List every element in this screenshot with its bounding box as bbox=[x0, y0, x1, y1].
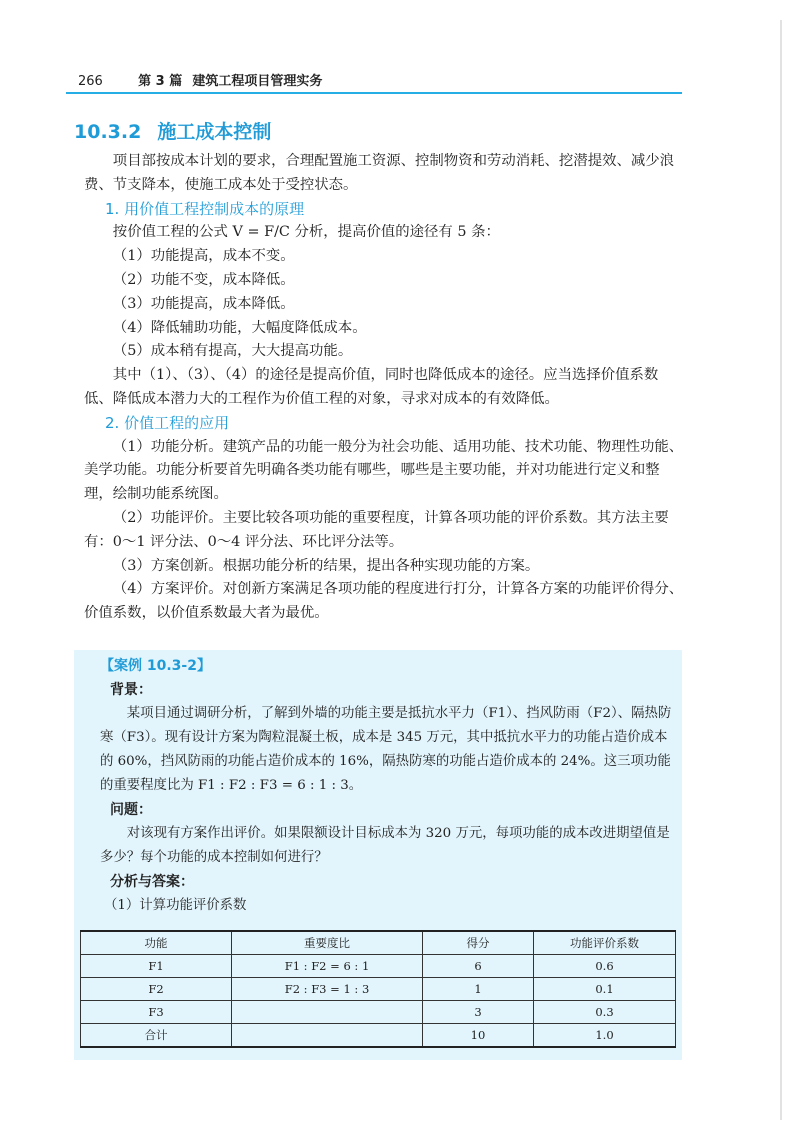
list-item: （1）功能提高，成本不变。 bbox=[112, 248, 295, 265]
table-header-cell: 重要度比 bbox=[232, 931, 423, 955]
table-cell: F1 : F2 = 6 : 1 bbox=[232, 955, 423, 978]
table-cell: 0.1 bbox=[534, 978, 676, 1001]
list-item: （2）功能不变，成本降低。 bbox=[112, 271, 295, 288]
table-cell: 0.3 bbox=[534, 1001, 676, 1024]
part-title: 建筑工程项目管理实务 bbox=[192, 74, 323, 89]
table-cell: 3 bbox=[423, 1001, 534, 1024]
question-text: 对该现有方案作出评价。如果限额设计目标成本为 320 万元，每项功能的成本改进期望值是多少？每个功能的成本控制如何进行？ bbox=[100, 826, 670, 865]
table-cell: 0.6 bbox=[534, 955, 676, 978]
table-header-cell: 功能 bbox=[81, 931, 232, 955]
table-row bbox=[81, 1001, 676, 1024]
answer-heading: 分析与答案： bbox=[110, 874, 194, 890]
summary-paragraph: 其中（1）、（3）、（4）的途径是提高价值，同时也降低成本的途径。应当选择价值系数低、降低成本潜力大的工程作为价值工程的对象，寻求对成本的有效降低。 bbox=[84, 367, 659, 407]
table-cell bbox=[232, 1001, 423, 1024]
section-number: 10.3.2 bbox=[74, 121, 142, 143]
running-header bbox=[78, 70, 682, 89]
case-study-box bbox=[74, 650, 682, 1060]
table-row bbox=[81, 955, 676, 978]
table-header-cell: 功能评价系数 bbox=[534, 931, 676, 955]
table-cell bbox=[232, 1024, 423, 1048]
table-row bbox=[81, 1024, 676, 1048]
table-cell: 6 bbox=[423, 955, 534, 978]
section-heading bbox=[74, 117, 271, 144]
table-cell: F2 : F3 = 1 : 3 bbox=[232, 978, 423, 1001]
application-paragraph: （2）功能评价。主要比较各项功能的重要程度，计算各项功能的评价系数。其方法主要有：0～1 评分法、0～4 评分法、环比评分法等。 bbox=[84, 509, 669, 550]
background-text: 某项目通过调研分析，了解到外墙的功能主要是抵抗水平力（F1）、挡风防雨（F2）、隔热防寒（F3）。现有设计方案为陶粒混凝土板，成本是 345 万元，其中抵抗水平力的功能占造价成本的 60%，挡风防雨的功能占造价成本的 16%，隔热防寒的功能占造价成本的 24%。这三项功能的重要程度比为 F1 : F2 : F3 = 6 : 1 : 3。 bbox=[100, 706, 672, 793]
table-cell: 1.0 bbox=[534, 1024, 676, 1048]
subheading-principle: 1. 用价值工程控制成本的原理 bbox=[105, 199, 305, 218]
background-heading: 背景： bbox=[110, 682, 152, 698]
list-item: （5）成本稍有提高，大大提高功能。 bbox=[112, 343, 353, 360]
table-cell: 合计 bbox=[81, 1024, 232, 1048]
part-label: 第 3 篇 bbox=[138, 74, 183, 89]
application-paragraph: （4）方案评价。对创新方案满足各项功能的程度进行打分，计算各方案的功能评价得分、价值系数，以价值系数最大者为最优。 bbox=[84, 581, 684, 622]
table-header-row bbox=[81, 931, 676, 955]
section-title: 施工成本控制 bbox=[157, 121, 272, 143]
header-rule bbox=[66, 92, 682, 94]
list-item: （3）功能提高，成本降低。 bbox=[112, 295, 295, 312]
intro-paragraph: 项目部按成本计划的要求，合理配置施工资源、控制物资和劳动消耗、挖潜提效、减少浪费、节支降本，使施工成本处于受控状态。 bbox=[84, 153, 675, 193]
case-tag: 【案例 10.3-2】 bbox=[100, 658, 211, 674]
subheading-application: 2. 价值工程的应用 bbox=[105, 413, 230, 432]
case-content bbox=[100, 654, 672, 918]
table-header-cell: 得分 bbox=[423, 931, 534, 955]
formula-line: 按价值工程的公式 V = F/C 分析，提高价值的途径有 5 条： bbox=[112, 224, 500, 241]
table-cell: F2 bbox=[81, 978, 232, 1001]
table-cell: 10 bbox=[423, 1024, 534, 1048]
page-number: 266 bbox=[78, 74, 103, 89]
page-edge-shadow bbox=[780, 20, 782, 1120]
list-item: （4）降低辅助功能，大幅度降低成本。 bbox=[112, 319, 367, 336]
table-row bbox=[81, 978, 676, 1001]
calc-label: （1）计算功能评价系数 bbox=[104, 898, 247, 913]
evaluation-table bbox=[80, 930, 676, 1048]
table-cell: F1 bbox=[81, 955, 232, 978]
application-paragraph: （1）功能分析。建筑产品的功能一般分为社会功能、适用功能、技术功能、物理性功能、美学功能。功能分析要首先明确各类功能有哪些，哪些是主要功能，并对功能进行定义和整理，绘制功能系统图。 bbox=[84, 438, 684, 503]
table-cell: 1 bbox=[423, 978, 534, 1001]
question-heading: 问题： bbox=[110, 802, 152, 818]
body-text bbox=[84, 150, 684, 626]
table-cell: F3 bbox=[81, 1001, 232, 1024]
application-paragraph: （3）方案创新。根据功能分析的结果，提出各种实现功能的方案。 bbox=[112, 557, 540, 574]
